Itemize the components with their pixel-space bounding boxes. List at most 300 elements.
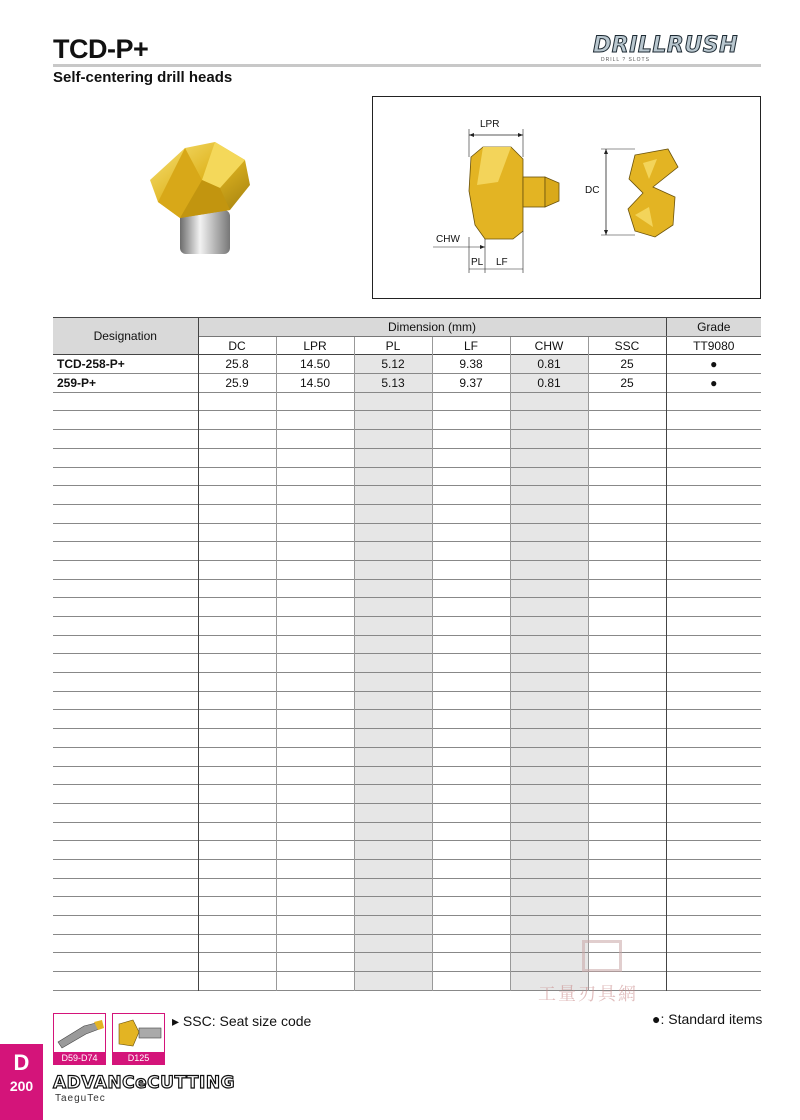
product-photo [140, 140, 260, 255]
cell-dc [198, 766, 276, 785]
cell-chw [510, 785, 588, 804]
drill-head-icon [113, 1014, 164, 1052]
cell-dc [198, 392, 276, 411]
page-subtitle: Self-centering drill heads [53, 69, 233, 86]
cell-pl [354, 916, 432, 935]
cell-lpr [276, 467, 354, 486]
cell-lf [432, 729, 510, 748]
designation-cell [53, 673, 198, 692]
cell-lpr: 14.50 [276, 374, 354, 393]
column-header-grade: TT9080 [693, 338, 735, 353]
cell-lpr [276, 822, 354, 841]
designation-cell [53, 542, 198, 561]
cell-ssc [588, 897, 666, 916]
cell-dc [198, 897, 276, 916]
cell-ssc [588, 504, 666, 523]
table-row [53, 374, 761, 393]
cell-dc: 25.9 [198, 374, 276, 393]
cell-grade [666, 841, 761, 860]
cell-chw [510, 486, 588, 505]
cell-lf [432, 523, 510, 542]
cell-lpr [276, 916, 354, 935]
cell-dc [198, 859, 276, 878]
brand-logo [593, 33, 761, 63]
cell-chw [510, 897, 588, 916]
cell-lpr: 14.50 [276, 355, 354, 374]
cell-grade [666, 523, 761, 542]
cell-ssc [588, 411, 666, 430]
designation-cell [53, 598, 198, 617]
grade-header: Grade [666, 318, 761, 337]
cell-ssc [588, 654, 666, 673]
chw-label: CHW [436, 234, 460, 245]
table-row-empty [53, 504, 761, 523]
cell-dc [198, 803, 276, 822]
table-row-empty [53, 560, 761, 579]
cell-ssc [588, 747, 666, 766]
column-header-pl: PL [354, 336, 432, 355]
thumbnail-label: D59-D74 [54, 1052, 105, 1064]
standard-items-footnote: ●: Standard items [652, 1011, 763, 1027]
designation-cell [53, 766, 198, 785]
cell-lf [432, 504, 510, 523]
table-row-empty [53, 841, 761, 860]
designation-cell [53, 691, 198, 710]
cell-lpr [276, 878, 354, 897]
cell-grade [666, 878, 761, 897]
cell-ssc [588, 822, 666, 841]
cell-pl [354, 822, 432, 841]
cell-pl [354, 448, 432, 467]
table-row-empty [53, 392, 761, 411]
cell-grade [666, 803, 761, 822]
cell-chw [510, 710, 588, 729]
cell-ssc [588, 523, 666, 542]
cell-ssc [588, 785, 666, 804]
cell-dc [198, 617, 276, 636]
cell-lf [432, 710, 510, 729]
cell-grade [666, 747, 761, 766]
cell-ssc [588, 392, 666, 411]
cell-lf [432, 897, 510, 916]
cell-pl [354, 579, 432, 598]
page-title: TCD-P+ [53, 34, 149, 64]
cell-dc [198, 635, 276, 654]
cell-lpr [276, 579, 354, 598]
cell-chw [510, 560, 588, 579]
cell-pl: 5.12 [354, 355, 432, 374]
cell-lf [432, 617, 510, 636]
cell-pl [354, 972, 432, 991]
watermark-text: 工量刃具網 [538, 984, 638, 1004]
cell-ssc [588, 729, 666, 748]
cell-grade [666, 897, 761, 916]
cell-dc [198, 822, 276, 841]
cell-chw [510, 766, 588, 785]
cell-dc: 25.8 [198, 355, 276, 374]
cell-ssc [588, 486, 666, 505]
designation-prefix: TCD- [57, 357, 86, 372]
cell-ssc [588, 803, 666, 822]
cell-chw [510, 392, 588, 411]
cell-lpr [276, 785, 354, 804]
table-row-empty [53, 486, 761, 505]
cell-grade [666, 448, 761, 467]
cell-lpr [276, 691, 354, 710]
cell-dc [198, 430, 276, 449]
cell-chw [510, 841, 588, 860]
cell-grade [666, 654, 761, 673]
designation-cell [53, 953, 198, 972]
designation-cell [53, 411, 198, 430]
lpr-label: LPR [480, 119, 500, 130]
cell-grade [666, 486, 761, 505]
cell-ssc [588, 560, 666, 579]
cell-chw [510, 635, 588, 654]
cell-chw [510, 822, 588, 841]
cell-ssc [588, 635, 666, 654]
designation-header: Designation [53, 318, 198, 355]
ssc-footnote: ▸ SSC: Seat size code [172, 1013, 312, 1029]
cell-dc [198, 972, 276, 991]
brand-tagline: DRILL ? SLOTS [601, 57, 650, 63]
cell-ssc [588, 916, 666, 935]
cell-lf [432, 916, 510, 935]
cell-lpr [276, 523, 354, 542]
designation-cell [53, 654, 198, 673]
cell-pl [354, 542, 432, 561]
thumbnail-drill-head[interactable] [112, 1013, 165, 1065]
cell-lf [432, 803, 510, 822]
cell-grade [666, 972, 761, 991]
cell-lf [432, 841, 510, 860]
table-row-empty [53, 729, 761, 748]
cell-grade [666, 710, 761, 729]
cell-ssc: 25 [588, 355, 666, 374]
cell-pl [354, 803, 432, 822]
table-row-empty [53, 467, 761, 486]
footer-logo-text: ADVANCeCUTTING [53, 1073, 236, 1093]
section-tab [0, 1044, 43, 1120]
cell-lf [432, 579, 510, 598]
cell-dc [198, 448, 276, 467]
cell-pl [354, 859, 432, 878]
cell-pl [354, 729, 432, 748]
cell-lpr [276, 504, 354, 523]
designation-cell [53, 747, 198, 766]
cell-chw [510, 878, 588, 897]
designation-cell [53, 803, 198, 822]
cell-lpr [276, 897, 354, 916]
cell-grade [666, 729, 761, 748]
cell-pl [354, 934, 432, 953]
cell-lf [432, 430, 510, 449]
cell-pl [354, 430, 432, 449]
cell-dc [198, 411, 276, 430]
cell-pl: 5.13 [354, 374, 432, 393]
dc-label: DC [585, 185, 600, 196]
table-row-empty [53, 785, 761, 804]
cell-grade [666, 504, 761, 523]
table-row-empty [53, 691, 761, 710]
cell-dc [198, 878, 276, 897]
designation-cell [53, 392, 198, 411]
cell-dc [198, 785, 276, 804]
table-row-empty [53, 598, 761, 617]
cell-lpr [276, 953, 354, 972]
cell-chw [510, 523, 588, 542]
cell-pl [354, 673, 432, 692]
cell-ssc [588, 579, 666, 598]
cell-dc [198, 747, 276, 766]
designation-cell [53, 841, 198, 860]
side-view-drawing [469, 147, 559, 239]
cell-pl [354, 747, 432, 766]
cell-ssc [588, 598, 666, 617]
table-row-empty [53, 747, 761, 766]
cell-lf [432, 392, 510, 411]
cell-ssc [588, 841, 666, 860]
table-row-empty [53, 859, 761, 878]
cell-pl [354, 691, 432, 710]
cell-grade [666, 598, 761, 617]
pl-label: PL [471, 257, 484, 268]
cell-pl [354, 897, 432, 916]
cell-lpr [276, 392, 354, 411]
cell-grade [666, 691, 761, 710]
table-row-empty [53, 673, 761, 692]
lf-label: LF [496, 257, 508, 268]
cell-pl [354, 504, 432, 523]
cell-lf [432, 822, 510, 841]
cell-lf [432, 635, 510, 654]
thumbnail-label: D125 [113, 1052, 164, 1064]
table-row-empty [53, 523, 761, 542]
cell-lpr [276, 710, 354, 729]
cell-lpr [276, 411, 354, 430]
cell-lpr [276, 598, 354, 617]
designation-cell [53, 934, 198, 953]
cell-chw [510, 859, 588, 878]
designation-cell [53, 635, 198, 654]
cell-pl [354, 392, 432, 411]
column-header-lf: LF [432, 336, 510, 355]
cell-lf: 9.38 [432, 355, 510, 374]
table-row-empty [53, 542, 761, 561]
cell-grade [666, 430, 761, 449]
brand-logo-text: DRILLRUSH [593, 33, 738, 58]
cell-pl [354, 710, 432, 729]
cell-ssc [588, 542, 666, 561]
table-row-empty [53, 654, 761, 673]
cell-lpr [276, 542, 354, 561]
cell-grade [666, 617, 761, 636]
cell-lpr [276, 673, 354, 692]
table-row-empty [53, 822, 761, 841]
cell-chw [510, 654, 588, 673]
cell-lpr [276, 803, 354, 822]
table-row-empty [53, 617, 761, 636]
footer-logo [53, 1073, 235, 1104]
cell-chw [510, 916, 588, 935]
cell-pl [354, 467, 432, 486]
cell-grade [666, 916, 761, 935]
cell-lf [432, 486, 510, 505]
cell-dc [198, 934, 276, 953]
cell-dc [198, 691, 276, 710]
cell-lf [432, 467, 510, 486]
cell-dc [198, 579, 276, 598]
cell-lf [432, 673, 510, 692]
cell-pl [354, 766, 432, 785]
cell-ssc: 25 [588, 374, 666, 393]
column-header-ssc: SSC [588, 336, 666, 355]
cell-grade [666, 542, 761, 561]
designation-cell [53, 560, 198, 579]
cell-chw [510, 598, 588, 617]
cell-lf [432, 598, 510, 617]
cell-grade [666, 766, 761, 785]
designation-cell [53, 822, 198, 841]
watermark [538, 940, 668, 1010]
cell-dc [198, 729, 276, 748]
designation-cell [53, 897, 198, 916]
designation-cell [53, 523, 198, 542]
designation-cell [53, 617, 198, 636]
cell-lf [432, 448, 510, 467]
designation-cell [53, 878, 198, 897]
cell-lf [432, 691, 510, 710]
cell-lf [432, 953, 510, 972]
cell-lf [432, 654, 510, 673]
cell-chw [510, 430, 588, 449]
designation-cell [53, 467, 198, 486]
cell-pl [354, 411, 432, 430]
cell-chw [510, 617, 588, 636]
cell-pl [354, 523, 432, 542]
cell-chw [510, 691, 588, 710]
drill-body-icon [54, 1014, 105, 1052]
cell-lpr [276, 654, 354, 673]
cell-dc [198, 560, 276, 579]
cell-grade [666, 934, 761, 953]
cell-lpr [276, 859, 354, 878]
designation-cell [53, 859, 198, 878]
cell-ssc [588, 673, 666, 692]
table-row-empty [53, 803, 761, 822]
cell-grade [666, 579, 761, 598]
section-letter: D [13, 1050, 30, 1075]
cell-dc [198, 841, 276, 860]
cell-chw [510, 542, 588, 561]
cell-pl [354, 878, 432, 897]
cell-grade [666, 822, 761, 841]
cell-chw [510, 448, 588, 467]
table-row-empty [53, 579, 761, 598]
table-row-empty [53, 448, 761, 467]
designation-cell [53, 430, 198, 449]
table-row-empty [53, 897, 761, 916]
cell-ssc [588, 448, 666, 467]
cell-lpr [276, 617, 354, 636]
cell-pl [354, 617, 432, 636]
cell-dc [198, 598, 276, 617]
page-number: 200 [9, 1078, 34, 1094]
cell-dc [198, 504, 276, 523]
cell-lf [432, 934, 510, 953]
cell-lf [432, 747, 510, 766]
cell-lpr [276, 560, 354, 579]
cell-lf [432, 411, 510, 430]
cell-lpr [276, 747, 354, 766]
cell-chw: 0.81 [510, 355, 588, 374]
cell-dc [198, 654, 276, 673]
designation-code: 258-P+ [85, 357, 125, 372]
table-row-empty [53, 878, 761, 897]
designation-cell [53, 448, 198, 467]
cell-lf [432, 560, 510, 579]
cell-lf [432, 542, 510, 561]
cell-dc [198, 467, 276, 486]
cell-dc [198, 953, 276, 972]
table-row-empty [53, 635, 761, 654]
cell-lpr [276, 448, 354, 467]
watermark-mark [582, 940, 622, 972]
cell-chw [510, 803, 588, 822]
designation-cell [53, 486, 198, 505]
cell-dc [198, 673, 276, 692]
designation-cell [53, 355, 198, 374]
cell-lpr [276, 841, 354, 860]
cell-dc [198, 916, 276, 935]
designation-cell [53, 579, 198, 598]
designation-cell [53, 916, 198, 935]
cell-dc [198, 710, 276, 729]
thumbnail-drill-body[interactable] [53, 1013, 106, 1065]
cell-lf [432, 859, 510, 878]
cell-pl [354, 953, 432, 972]
cell-dc [198, 486, 276, 505]
cell-chw [510, 673, 588, 692]
cell-grade [666, 560, 761, 579]
cell-lf: 9.37 [432, 374, 510, 393]
cell-lf [432, 878, 510, 897]
table-row-empty [53, 916, 761, 935]
cell-ssc [588, 710, 666, 729]
cell-chw [510, 411, 588, 430]
column-header-lpr: LPR [276, 336, 354, 355]
cell-grade [666, 411, 761, 430]
cell-ssc [588, 617, 666, 636]
cell-chw: 0.81 [510, 374, 588, 393]
cell-dc [198, 542, 276, 561]
designation-cell: 259-P+ [53, 374, 198, 393]
footer-company-name: TaeguTec [55, 1093, 106, 1104]
cell-chw [510, 504, 588, 523]
designation-cell [53, 972, 198, 991]
cell-pl [354, 560, 432, 579]
cell-ssc [588, 766, 666, 785]
dimension-header: Dimension (mm) [198, 318, 666, 337]
cell-lpr [276, 430, 354, 449]
designation-cell [53, 710, 198, 729]
cell-ssc [588, 859, 666, 878]
table-row [53, 355, 761, 374]
table-row-empty [53, 411, 761, 430]
designation-cell [53, 785, 198, 804]
cell-lpr [276, 486, 354, 505]
cell-grade [666, 859, 761, 878]
